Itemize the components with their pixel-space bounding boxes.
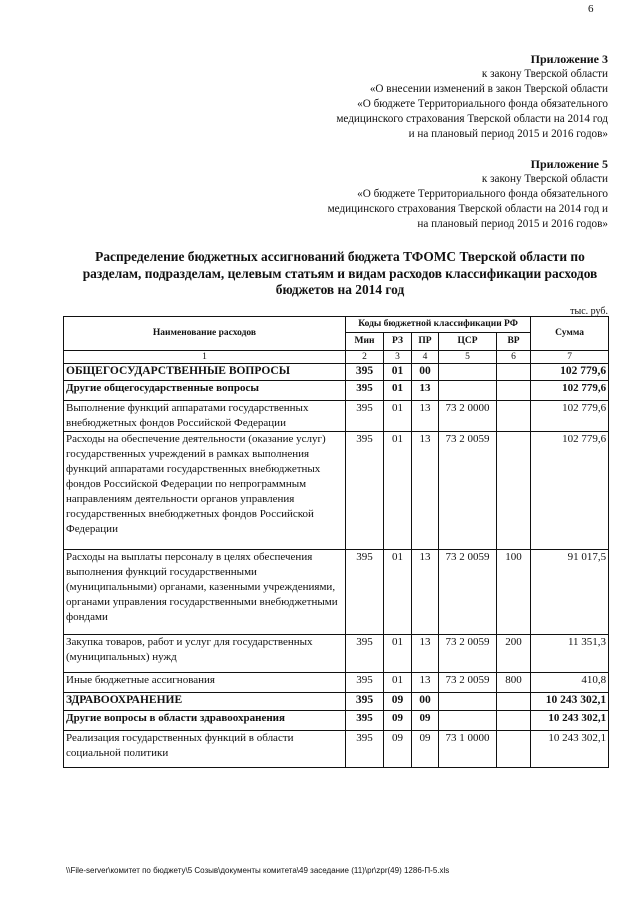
row-csr: 73 2 0000 (439, 401, 497, 432)
annex-5-line: на плановый период 2015 и 2016 годов» (417, 218, 608, 230)
header-csr: ЦСР (439, 333, 497, 351)
row-name: Другие вопросы в области здравоохранения (64, 711, 346, 731)
file-path-footer: \\File-server\комитет по бюджету\5 Созыв\документы комитета\49 заседание (11)\pr\zpr(49) 1286-П-5.xls (66, 866, 450, 875)
annex-3-heading: Приложение 3 (530, 52, 608, 66)
header-codes-group: Коды бюджетной классификации РФ (346, 317, 531, 333)
row-min: 395 (346, 711, 384, 731)
table-row (64, 693, 609, 711)
row-name: ОБЩЕГОСУДАРСТВЕННЫЕ ВОПРОСЫ (64, 364, 346, 381)
title-line: Распределение бюджетных ассигнований бюджета ТФОМС Тверской области по (95, 249, 585, 264)
col-number: 1 (64, 351, 346, 364)
row-sum: 102 779,6 (531, 432, 609, 550)
row-pr: 09 (412, 731, 439, 768)
row-vr (497, 693, 531, 711)
row-pr: 09 (412, 711, 439, 731)
row-pr: 00 (412, 364, 439, 381)
annex-3-line: к закону Тверской области (481, 68, 608, 80)
row-vr (497, 381, 531, 401)
row-name: Выполнение функций аппаратами государственных внебюджетных фондов Российской Федерации (64, 401, 346, 432)
row-min: 395 (346, 731, 384, 768)
col-number: 7 (531, 351, 609, 364)
row-rz: 01 (384, 401, 412, 432)
header-rz: РЗ (384, 333, 412, 351)
table-row (64, 364, 609, 381)
budget-table (63, 316, 609, 768)
annex-3-line: медицинского страхования Тверской области на 2014 год (336, 113, 608, 125)
annex-5-line: «О бюджете Территориального фонда обязательного (357, 188, 608, 200)
row-vr (497, 432, 531, 550)
row-sum: 91 017,5 (531, 550, 609, 635)
title-line: бюджетов на 2014 год (275, 282, 405, 297)
annex-5-line: к закону Тверской области (481, 173, 608, 185)
row-csr (439, 364, 497, 381)
row-sum: 102 779,6 (531, 364, 609, 381)
row-sum: 11 351,3 (531, 635, 609, 673)
row-rz: 01 (384, 381, 412, 401)
row-csr (439, 711, 497, 731)
header-sum: Сумма (531, 317, 609, 351)
row-vr (497, 731, 531, 768)
row-pr: 13 (412, 381, 439, 401)
row-pr: 13 (412, 550, 439, 635)
row-name: Расходы на выплаты персоналу в целях обеспечения выполнения функций государственными (муниципальными) органами, казенными учреждениями, органами управления государственными внебюджетными фондами (64, 550, 346, 635)
row-rz: 09 (384, 693, 412, 711)
row-rz: 01 (384, 432, 412, 550)
row-name: Закупка товаров, работ и услуг для государственных (муниципальных) нужд (64, 635, 346, 673)
row-name: Иные бюджетные ассигнования (64, 673, 346, 693)
units-label: тыс. руб. (570, 306, 608, 317)
row-sum: 10 243 302,1 (531, 731, 609, 768)
row-min: 395 (346, 550, 384, 635)
row-sum: 102 779,6 (531, 381, 609, 401)
row-csr: 73 1 0000 (439, 731, 497, 768)
row-name: Другие общегосударственные вопросы (64, 381, 346, 401)
row-pr: 13 (412, 401, 439, 432)
row-sum: 10 243 302,1 (531, 711, 609, 731)
row-sum: 10 243 302,1 (531, 693, 609, 711)
header-min: Мин (346, 333, 384, 351)
row-vr: 100 (497, 550, 531, 635)
row-sum: 102 779,6 (531, 401, 609, 432)
row-pr: 13 (412, 635, 439, 673)
row-rz: 01 (384, 635, 412, 673)
row-rz: 09 (384, 731, 412, 768)
table-row (64, 401, 609, 432)
annex-3-line: «О бюджете Территориального фонда обязательного (357, 98, 608, 110)
row-name: ЗДРАВООХРАНЕНИЕ (64, 693, 346, 711)
row-name: Расходы на обеспечение деятельности (оказание услуг) государственных учреждений в рамках выполнения функций аппаратами государственных внебюджетных фондов Российской Федерации по непрограммным направлениям деятельности органов управления государственных внебюджетных фондов Российской Федерации (64, 432, 346, 550)
annex-3-line: «О внесении изменений в закон Тверской области (369, 83, 608, 95)
header-pr: ПР (412, 333, 439, 351)
row-csr: 73 2 0059 (439, 550, 497, 635)
row-min: 395 (346, 401, 384, 432)
document-title (60, 249, 620, 299)
row-name: Реализация государственных функций в области социальной политики (64, 731, 346, 768)
row-sum: 410,8 (531, 673, 609, 693)
col-number: 3 (384, 351, 412, 364)
row-vr (497, 401, 531, 432)
annex-5-line: медицинского страхования Тверской области на 2014 год и (327, 203, 608, 215)
row-rz: 01 (384, 364, 412, 381)
table-row (64, 635, 609, 673)
page-number: 6 (588, 3, 594, 15)
title-line: разделам, подразделам, целевым статьям и видам расходов классификации расходов (82, 265, 598, 281)
annex-5-block (328, 157, 608, 232)
col-number: 5 (439, 351, 497, 364)
row-vr (497, 711, 531, 731)
row-min: 395 (346, 673, 384, 693)
row-csr: 73 2 0059 (439, 432, 497, 550)
row-min: 395 (346, 432, 384, 550)
row-rz: 01 (384, 550, 412, 635)
row-csr (439, 381, 497, 401)
table-row (64, 550, 609, 635)
col-number: 4 (412, 351, 439, 364)
annex-3-line: и на плановый период 2015 и 2016 годов» (408, 128, 608, 140)
annex-5-heading: Приложение 5 (530, 157, 608, 171)
table-row (64, 731, 609, 768)
row-vr (497, 364, 531, 381)
row-min: 395 (346, 693, 384, 711)
row-min: 395 (346, 381, 384, 401)
header-name: Наименование расходов (64, 317, 346, 351)
row-rz: 01 (384, 673, 412, 693)
table-row (64, 673, 609, 693)
table-row (64, 711, 609, 731)
row-pr: 00 (412, 693, 439, 711)
row-csr (439, 693, 497, 711)
row-vr: 800 (497, 673, 531, 693)
row-min: 395 (346, 635, 384, 673)
row-rz: 09 (384, 711, 412, 731)
row-vr: 200 (497, 635, 531, 673)
table-row (64, 381, 609, 401)
annex-3-block (336, 52, 608, 142)
header-vr: ВР (497, 333, 531, 351)
row-pr: 13 (412, 673, 439, 693)
table-row (64, 432, 609, 550)
row-min: 395 (346, 364, 384, 381)
row-csr: 73 2 0059 (439, 635, 497, 673)
col-number: 6 (497, 351, 531, 364)
row-pr: 13 (412, 432, 439, 550)
col-number: 2 (346, 351, 384, 364)
row-csr: 73 2 0059 (439, 673, 497, 693)
